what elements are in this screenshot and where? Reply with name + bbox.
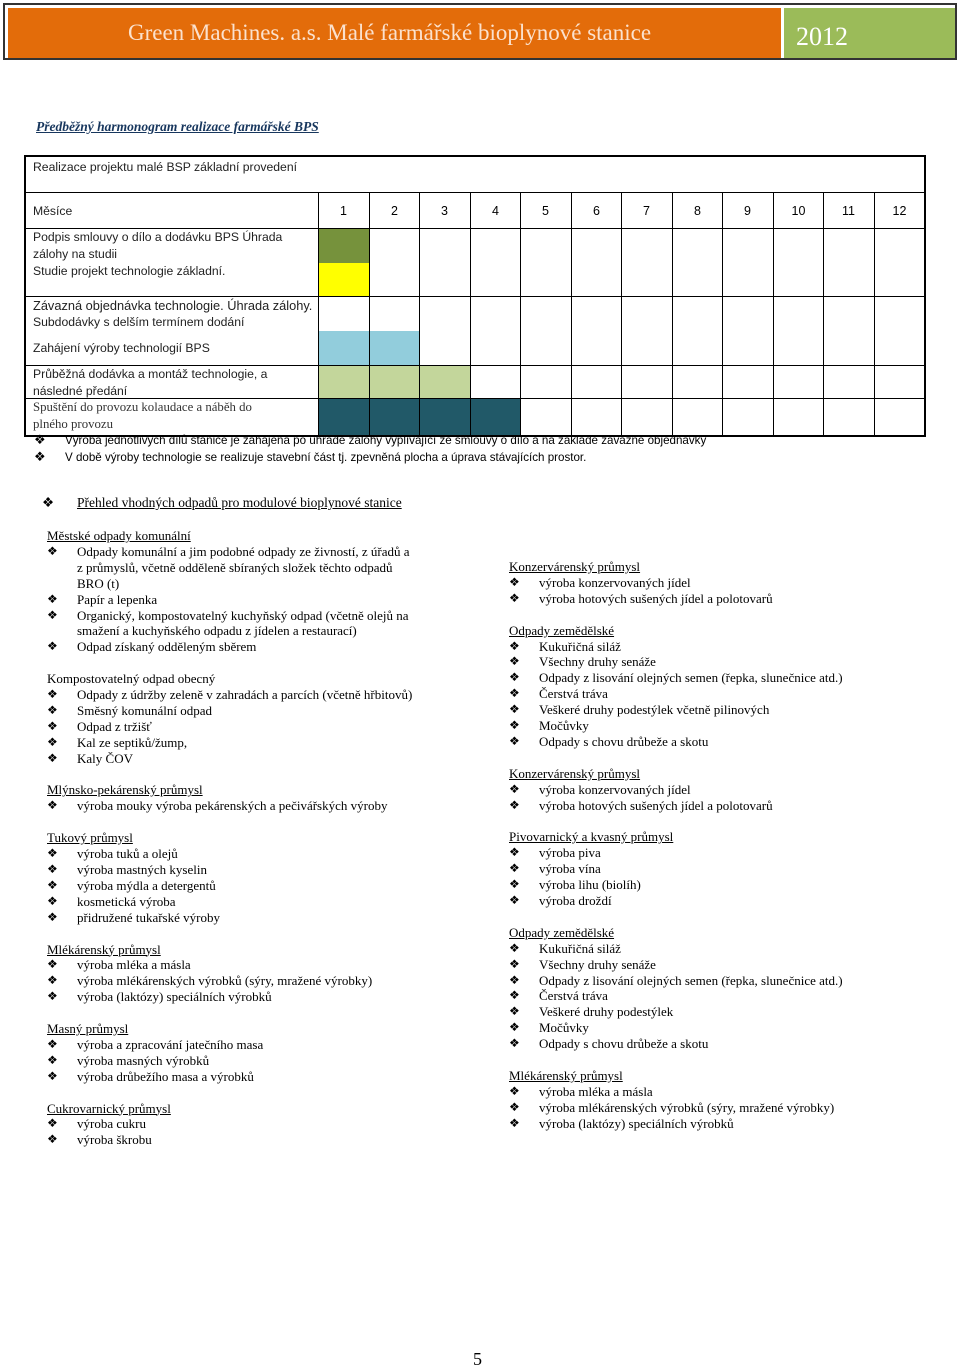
schedule-cell — [874, 297, 924, 331]
month-number: 10 — [791, 204, 806, 218]
month-number: 4 — [492, 204, 499, 218]
diamond-bullet-icon: ❖ — [47, 734, 58, 749]
diamond-bullet-icon: ❖ — [509, 877, 520, 892]
waste-item: ❖ Čerstvá tráva — [509, 988, 608, 1004]
header-year-panel — [784, 8, 955, 58]
schedule-body — [26, 229, 924, 437]
waste-item: ❖ výroba mléka a másla — [47, 957, 191, 973]
month-number: 5 — [542, 204, 549, 218]
schedule-cell — [369, 297, 420, 331]
waste-item: ❖ Močůvky — [509, 718, 589, 734]
schedule-bar-cell — [369, 331, 420, 365]
note-text: V době výroby technologie se realizuje stavební část tj. zpevněná plocha a úprava stávajících prostor. — [65, 451, 587, 464]
schedule-cell — [823, 263, 874, 296]
schedule-cell — [823, 229, 874, 263]
diamond-bullet-icon: ❖ — [509, 1020, 520, 1035]
diamond-bullet-icon: ❖ — [47, 607, 58, 622]
schedule-cell — [470, 229, 521, 263]
waste-item: ❖ Veškeré druhy podestýlek včetně pilinových — [509, 702, 770, 718]
month-number: 7 — [643, 204, 650, 218]
spacer — [47, 1085, 497, 1101]
waste-item: ❖ výroba konzervovaných jídel — [509, 781, 691, 797]
waste-item: ❖ Kukuřičná siláž — [509, 940, 621, 956]
waste-item: ❖ Močůvky — [509, 1020, 589, 1036]
schedule-cell — [672, 263, 723, 296]
schedule-cell — [874, 366, 924, 398]
diamond-bullet-icon: ❖ — [509, 1115, 520, 1130]
header-year: 2012 — [796, 22, 848, 51]
waste-item: ❖ výroba mlékárenských výrobků (sýry, mražené výrobky) — [509, 1099, 835, 1115]
schedule-table — [24, 155, 926, 437]
diamond-bullet-icon: ❖ — [509, 845, 520, 860]
waste-item: ❖ výroba mlékárenských výrobků (sýry, mražené výrobky) — [47, 973, 373, 989]
schedule-bar-cell — [318, 399, 369, 435]
waste-category: Pivovarnický a kvasný průmysl — [509, 829, 674, 845]
waste-item: ❖ Kaly ČOV — [47, 750, 133, 766]
spacer — [509, 909, 949, 925]
waste-item: ❖ výroba (laktózy) speciálních výrobků — [47, 989, 272, 1005]
schedule-cell — [672, 331, 723, 365]
schedule-row — [26, 331, 924, 366]
diamond-bullet-icon: ❖ — [509, 1036, 520, 1051]
waste-category: Tukový průmysl — [47, 830, 133, 846]
month-number: 1 — [340, 204, 347, 218]
diamond-bullet-icon: ❖ — [47, 639, 58, 654]
schedule-cell — [672, 229, 723, 263]
months-label: Měsíce — [33, 204, 73, 218]
month-number: 2 — [391, 204, 398, 218]
schedule-cell — [621, 366, 672, 398]
waste-item: ❖ výroba škrobu — [47, 1132, 152, 1148]
waste-item: ❖ Všechny druhy senáže — [509, 956, 656, 972]
spacer — [47, 1005, 497, 1021]
schedule-cell — [571, 229, 622, 263]
diamond-bullet-icon: ❖ — [34, 432, 46, 447]
spacer — [47, 814, 497, 830]
schedule-bar-cell — [369, 399, 420, 435]
diamond-bullet-icon: ❖ — [509, 988, 520, 1003]
schedule-cell — [571, 366, 622, 398]
waste-item: ❖ Čerstvá tráva — [509, 686, 608, 702]
waste-category: Odpady zemědělské — [509, 924, 615, 940]
schedule-cell — [318, 297, 369, 331]
waste-item: ❖ Odpad z tržišť — [47, 718, 152, 734]
waste-item: ❖ Všechny druhy senáže — [509, 654, 656, 670]
schedule-cell — [419, 229, 470, 263]
schedule-row — [26, 229, 924, 263]
schedule-cell — [520, 399, 571, 435]
month-number: 9 — [744, 204, 751, 218]
schedule-bar-cell — [419, 399, 470, 435]
waste-category: Mlékárenský průmysl — [47, 941, 161, 957]
project-label: Realizace projektu malé BSP základní provedení — [33, 160, 297, 174]
diamond-bullet-icon: ❖ — [509, 574, 520, 589]
diamond-bullet-icon: ❖ — [509, 892, 520, 907]
diamond-bullet-icon: ❖ — [509, 702, 520, 717]
schedule-cell — [722, 229, 773, 263]
waste-item: ❖ Odpady z lisování olejných semen (řepka, slunečnice atd.) — [509, 670, 843, 686]
diamond-bullet-icon: ❖ — [509, 1004, 520, 1019]
schedule-bar-cell — [318, 331, 369, 365]
schedule-cell — [823, 366, 874, 398]
schedule-cell — [874, 263, 924, 296]
spacer — [47, 767, 497, 783]
schedule-cell — [672, 297, 723, 331]
diamond-bullet-icon: ❖ — [509, 733, 520, 748]
schedule-cell — [419, 263, 470, 296]
schedule-cell — [369, 229, 420, 263]
diamond-bullet-icon: ❖ — [509, 781, 520, 796]
diamond-bullet-icon: ❖ — [47, 718, 58, 733]
waste-item: ❖ výroba tuků a olejů — [47, 846, 178, 862]
waste-item: ❖ Odpady z údržby zeleně v zahradách a parcích (včetně hřbitovů) — [47, 687, 413, 703]
waste-item: ❖ Odpady komunální a jim podobné odpady ze živností, z úřadů a — [47, 543, 410, 559]
diamond-bullet-icon: ❖ — [47, 543, 58, 558]
waste-item: ❖ výroba mouky výroba pekárenských a pečivářských výroby — [47, 798, 388, 814]
schedule-cell — [773, 263, 824, 296]
schedule-cell — [773, 366, 824, 398]
diamond-bullet-icon: ❖ — [509, 940, 520, 955]
waste-item: ❖ výroba mastných kyselin — [47, 861, 207, 877]
waste-item: ❖ Papír a lepenka — [47, 591, 158, 607]
diamond-bullet-icon: ❖ — [42, 495, 55, 510]
schedule-months-row — [26, 193, 924, 229]
diamond-bullet-icon: ❖ — [509, 1099, 520, 1114]
waste-category: Odpady zemědělské — [509, 622, 615, 638]
diamond-bullet-icon: ❖ — [509, 718, 520, 733]
schedule-row — [26, 297, 924, 331]
diamond-bullet-icon: ❖ — [47, 877, 58, 892]
schedule-cell — [722, 399, 773, 435]
spacer — [509, 1052, 949, 1068]
schedule-cell — [621, 229, 672, 263]
waste-category: Kompostovatelný odpad obecný — [47, 671, 216, 687]
header-title: Green Machines. a.s. Malé farmářské bioplynové stanice — [128, 20, 652, 45]
diamond-bullet-icon: ❖ — [47, 989, 58, 1004]
waste-item: ❖ výroba mléka a másla — [509, 1083, 653, 1099]
waste-item: ❖ výroba droždí — [509, 892, 612, 908]
month-number: 8 — [694, 204, 701, 218]
schedule-row-label: Studie projekt technologie základní. — [33, 264, 226, 278]
diamond-bullet-icon: ❖ — [47, 957, 58, 972]
schedule-row — [26, 263, 924, 297]
schedule-cell — [722, 331, 773, 365]
header-bar — [3, 3, 957, 60]
diamond-bullet-icon: ❖ — [47, 861, 58, 876]
schedule-cell — [621, 263, 672, 296]
schedule-cell — [773, 229, 824, 263]
diamond-bullet-icon: ❖ — [47, 687, 58, 702]
schedule-cell — [571, 263, 622, 296]
diamond-bullet-icon: ❖ — [47, 909, 58, 924]
waste-item: ❖ výroba vína — [509, 861, 601, 877]
schedule-cell — [773, 297, 824, 331]
waste-item: z průmyslů, včetně odděleně sbíraných složek těchto odpadů — [77, 559, 393, 575]
schedule-cell — [470, 331, 521, 365]
diamond-bullet-icon: ❖ — [47, 1132, 58, 1147]
document-title: Předběžný harmonogram realizace farmářské BPS — [36, 119, 319, 134]
schedule-row-label: Spuštění do provozu kolaudace a náběh do plného provozu — [33, 400, 252, 431]
waste-heading-text: Přehled vhodných odpadů pro modulové bioplynové stanice — [77, 495, 402, 510]
waste-category: Cukrovarnický průmysl — [47, 1100, 171, 1116]
diamond-bullet-icon: ❖ — [509, 972, 520, 987]
schedule-cell — [722, 366, 773, 398]
schedule-cell — [520, 366, 571, 398]
schedule-project-row — [26, 157, 924, 193]
schedule-cell — [823, 331, 874, 365]
schedule-cell — [470, 263, 521, 296]
diamond-bullet-icon: ❖ — [47, 1116, 58, 1131]
schedule-cell — [520, 263, 571, 296]
diamond-bullet-icon: ❖ — [509, 861, 520, 876]
schedule-bar-cell — [318, 229, 369, 263]
diamond-bullet-icon: ❖ — [509, 1083, 520, 1098]
diamond-bullet-icon: ❖ — [34, 449, 46, 464]
waste-item: ❖ Odpady s chovu drůbeže a skotu — [509, 1036, 709, 1052]
waste-category: Mlýnsko-pekárenský průmysl — [47, 782, 203, 798]
diamond-bullet-icon: ❖ — [47, 750, 58, 765]
waste-item: ❖ přidružené tukařské výroby — [47, 909, 220, 925]
schedule-cell — [874, 399, 924, 435]
waste-item: BRO (t) — [77, 575, 120, 591]
waste-item: ❖ výroba a zpracování jatečního masa — [47, 1036, 264, 1052]
waste-list-left — [47, 528, 497, 1148]
schedule-cell — [672, 366, 723, 398]
waste-item: ❖ výroba cukru — [47, 1116, 146, 1132]
waste-item: ❖ výroba masných výrobků — [47, 1052, 210, 1068]
diamond-bullet-icon: ❖ — [47, 1068, 58, 1083]
diamond-bullet-icon: ❖ — [509, 797, 520, 812]
month-number: 6 — [593, 204, 600, 218]
schedule-bar-cell — [470, 399, 521, 435]
diamond-bullet-icon: ❖ — [509, 638, 520, 653]
diamond-bullet-icon: ❖ — [47, 846, 58, 861]
waste-item: smažení a kuchyňského odpadu z jídelen a restaurací) — [77, 623, 357, 639]
waste-item: ❖ Organický, kompostovatelný kuchyňský odpad (včetně olejů na — [47, 607, 409, 623]
schedule-cell — [621, 399, 672, 435]
schedule-cell — [571, 399, 622, 435]
diamond-bullet-icon: ❖ — [47, 893, 58, 908]
spacer — [47, 655, 497, 671]
waste-category: Konzervárenský průmysl — [509, 765, 641, 781]
waste-item: ❖ výroba piva — [509, 845, 601, 861]
waste-item: ❖ Kukuřičná siláž — [509, 638, 621, 654]
schedule-cell — [621, 297, 672, 331]
waste-category: Masný průmysl — [47, 1021, 129, 1037]
waste-category: Městské odpady komunální — [47, 528, 191, 543]
schedule-cell — [571, 297, 622, 331]
diamond-bullet-icon: ❖ — [47, 702, 58, 717]
schedule-cell — [419, 297, 470, 331]
spacer — [509, 607, 949, 623]
schedule-cell — [722, 263, 773, 296]
waste-list-right — [509, 559, 949, 1132]
schedule-row-label: Průběžná dodávka a montáž technologie, a následné předání — [33, 367, 268, 398]
schedule-cell — [823, 399, 874, 435]
spacer — [509, 813, 949, 829]
schedule-cell — [773, 331, 824, 365]
diamond-bullet-icon: ❖ — [47, 798, 58, 813]
schedule-cell — [874, 229, 924, 263]
month-number: 12 — [892, 204, 907, 218]
schedule-bar-cell — [419, 366, 470, 398]
schedule-cell — [520, 331, 571, 365]
note-1 — [34, 432, 706, 448]
diamond-bullet-icon: ❖ — [509, 956, 520, 971]
waste-item: ❖ Veškeré druhy podestýlek — [509, 1004, 674, 1020]
note-2 — [34, 449, 586, 465]
schedule-bar-cell — [318, 366, 369, 398]
schedule-cell — [571, 331, 622, 365]
diamond-bullet-icon: ❖ — [47, 1052, 58, 1067]
waste-item: ❖ Odpady s chovu drůbeže a skotu — [509, 733, 709, 749]
waste-item: ❖ výroba hotových sušených jídel a polotovarů — [509, 590, 773, 606]
schedule-row-label: Závazná objednávka technologie. Úhrada zálohy. Subdodávky s delším termínem dodání — [33, 298, 313, 329]
diamond-bullet-icon: ❖ — [509, 686, 520, 701]
waste-item: ❖ Odpad získaný odděleným sběrem — [47, 639, 257, 655]
month-number: 11 — [842, 204, 855, 218]
schedule-cell — [672, 399, 723, 435]
schedule-cell — [722, 297, 773, 331]
waste-item: ❖ Směsný komunální odpad — [47, 702, 213, 718]
schedule-bar-cell — [318, 263, 369, 296]
waste-item: ❖ Kal ze septiků/žump, — [47, 734, 188, 750]
schedule-row-label: Podpis smlouvy o dílo a dodávku BPS Úhrada zálohy na studii — [33, 230, 283, 261]
schedule-bar-cell — [369, 366, 420, 398]
waste-item: ❖ Odpady z lisování olejných semen (řepka, slunečnice atd.) — [509, 972, 843, 988]
waste-item: ❖ výroba drůbežího masa a výrobků — [47, 1068, 254, 1084]
waste-category: Mlékárenský průmysl — [509, 1067, 623, 1083]
schedule-cell — [520, 297, 571, 331]
waste-category: Konzervárenský průmysl — [509, 559, 641, 574]
schedule-cell — [470, 297, 521, 331]
schedule-cell — [874, 331, 924, 365]
header-title-panel — [8, 8, 781, 58]
schedule-cell — [520, 229, 571, 263]
schedule-cell — [369, 263, 420, 296]
schedule-cell — [621, 331, 672, 365]
diamond-bullet-icon: ❖ — [509, 590, 520, 605]
waste-item: ❖ výroba (laktózy) speciálních výrobků — [509, 1115, 734, 1131]
waste-item: ❖ výroba hotových sušených jídel a polotovarů — [509, 797, 773, 813]
schedule-cell — [470, 366, 521, 398]
schedule-row — [26, 366, 924, 399]
spacer — [47, 926, 497, 942]
schedule-cell — [419, 331, 470, 365]
schedule-cell — [773, 399, 824, 435]
note-text: Výroba jednotlivých dílů stanice je zahájena po úhradě zálohy vyplívající ze smlouvy o dílo a na základě závazné objednávky — [65, 434, 707, 447]
diamond-bullet-icon: ❖ — [509, 670, 520, 685]
month-number: 3 — [441, 204, 448, 218]
diamond-bullet-icon: ❖ — [47, 973, 58, 988]
diamond-bullet-icon: ❖ — [509, 654, 520, 669]
waste-item: ❖ výroba mýdla a detergentů — [47, 877, 216, 893]
page-number: 5 — [473, 1349, 482, 1366]
schedule-cell — [823, 297, 874, 331]
diamond-bullet-icon: ❖ — [47, 591, 58, 606]
diamond-bullet-icon: ❖ — [47, 1036, 58, 1051]
waste-item: ❖ kosmetická výroba — [47, 893, 176, 909]
spacer — [509, 750, 949, 766]
waste-item: ❖ výroba lihu (biolíh) — [509, 877, 641, 893]
schedule-row-label: Zahájení výroby technologií BPS — [33, 341, 210, 355]
waste-item: ❖ výroba konzervovaných jídel — [509, 574, 691, 590]
waste-heading — [42, 495, 402, 511]
